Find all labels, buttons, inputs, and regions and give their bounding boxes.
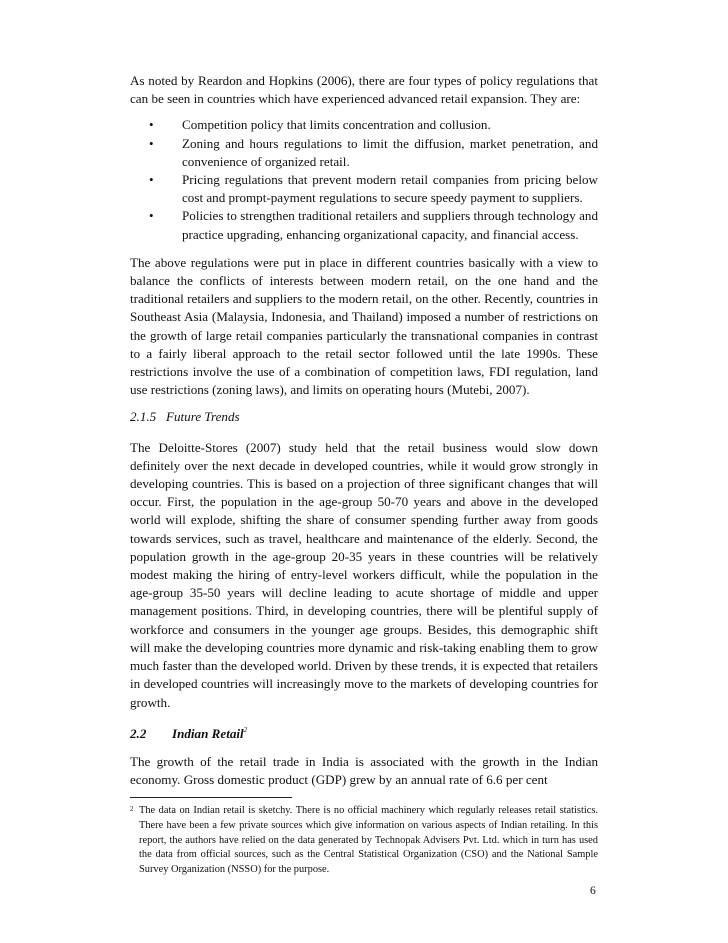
- list-item: [130, 116, 598, 134]
- footnote-divider: [130, 797, 292, 798]
- list-item-text: Pricing regulations that prevent modern retail companies from pricing below cost and prompt-payment regulations to secure speedy payment to suppliers.: [182, 172, 598, 206]
- page-number: 6: [590, 885, 596, 897]
- footnote-reference: 2: [243, 725, 248, 734]
- subsection-title: Future Trends: [166, 409, 240, 425]
- subsection-heading: [130, 408, 598, 426]
- policy-regulations-list: [130, 116, 598, 243]
- footnote-text: The data on Indian retail is sketchy. There is no official machinery which regularly releases retail statistics. There have been a few private sources which give information on various aspects of Indian retailing. In this report, the authors have relied on the data generated by Technopak Advisers Pvt. Ltd. which in turn has used the data from official sources, such as the Central Statistical Organization (CSO) and the National Sample Survey Organization (NSSO) for the purpose.: [139, 805, 598, 875]
- indian-retail-paragraph: The growth of the retail trade in India is associated with the growth in the Indian economy. Gross domestic product (GDP) grew by an annual rate of 6.6 per cent: [130, 753, 598, 788]
- section-title: Indian Retail: [172, 725, 244, 741]
- section-number: 2.2: [130, 725, 147, 741]
- list-item-text: Competition policy that limits concentration and collusion.: [182, 117, 491, 133]
- bullet-icon: •: [149, 208, 154, 224]
- footnote-marker: 2: [130, 805, 134, 814]
- section-heading: [130, 721, 598, 743]
- list-item-text: Policies to strengthen traditional retailers and suppliers through technology and practice upgrading, enhancing organizational capacity, and financial access.: [182, 208, 598, 242]
- regulations-paragraph: The above regulations were put in place in different countries basically with a view to balance the conflicts of interests between modern retail, on the one hand and the traditional retailers and suppliers to the modern retail, on the other. Recently, countries in Southeast Asia (Malaysia, Indonesia, and Thailand) imposed a number of restrictions on the growth of large retail companies particularly the transnational companies in contrast to a fairly liberal approach to the retail sector followed until the late 1990s. These restrictions involve the use of a combination of competition laws, FDI regulation, land use restrictions (zoning laws), and limits on operating hours (Mutebi, 2007).: [130, 254, 598, 398]
- bullet-icon: •: [149, 135, 154, 151]
- subsection-number: 2.1.5: [130, 409, 157, 425]
- footnote: [130, 804, 598, 877]
- list-item: [130, 135, 598, 171]
- bullet-icon: •: [149, 117, 154, 133]
- intro-paragraph: As noted by Reardon and Hopkins (2006), there are four types of policy regulations that can be seen in countries which have experienced advanced retail expansion. They are:: [130, 73, 598, 107]
- future-trends-paragraph: The Deloitte-Stores (2007) study held that the retail business would slow down definitely over the next decade in developed countries, while it would grow strongly in developing countries. This is based on a projection of three significant changes that will occur. First, the population in the age-group 50-70 years and above in the developed world will explode, shifting the share of consumer spending further away from goods towards services, such as travel, healthcare and maintenance of the elderly. Second, the population growth in the age-group 20-35 years in these countries will be relatively modest making the hiring of entry-level workers difficult, while the population in the age-group 35-50 years will decline leading to acute shortage of middle and upper management positions. Third, in developing countries, there will be plentiful supply of workforce and consumers in the younger age groups. Besides, this demographic shift will make the developing countries more dynamic and risk-taking enabling them to grow much faster than the developed world. Driven by these trends, it is expected that retailers in developed countries will increasingly move to the markets of developing countries for growth.: [130, 439, 598, 710]
- bullet-icon: •: [149, 172, 154, 188]
- list-item: [130, 207, 598, 243]
- document-page: [130, 72, 598, 877]
- list-item-text: Zoning and hours regulations to limit the diffusion, market penetration, and convenience of organized retail.: [182, 135, 598, 169]
- list-item: [130, 171, 598, 207]
